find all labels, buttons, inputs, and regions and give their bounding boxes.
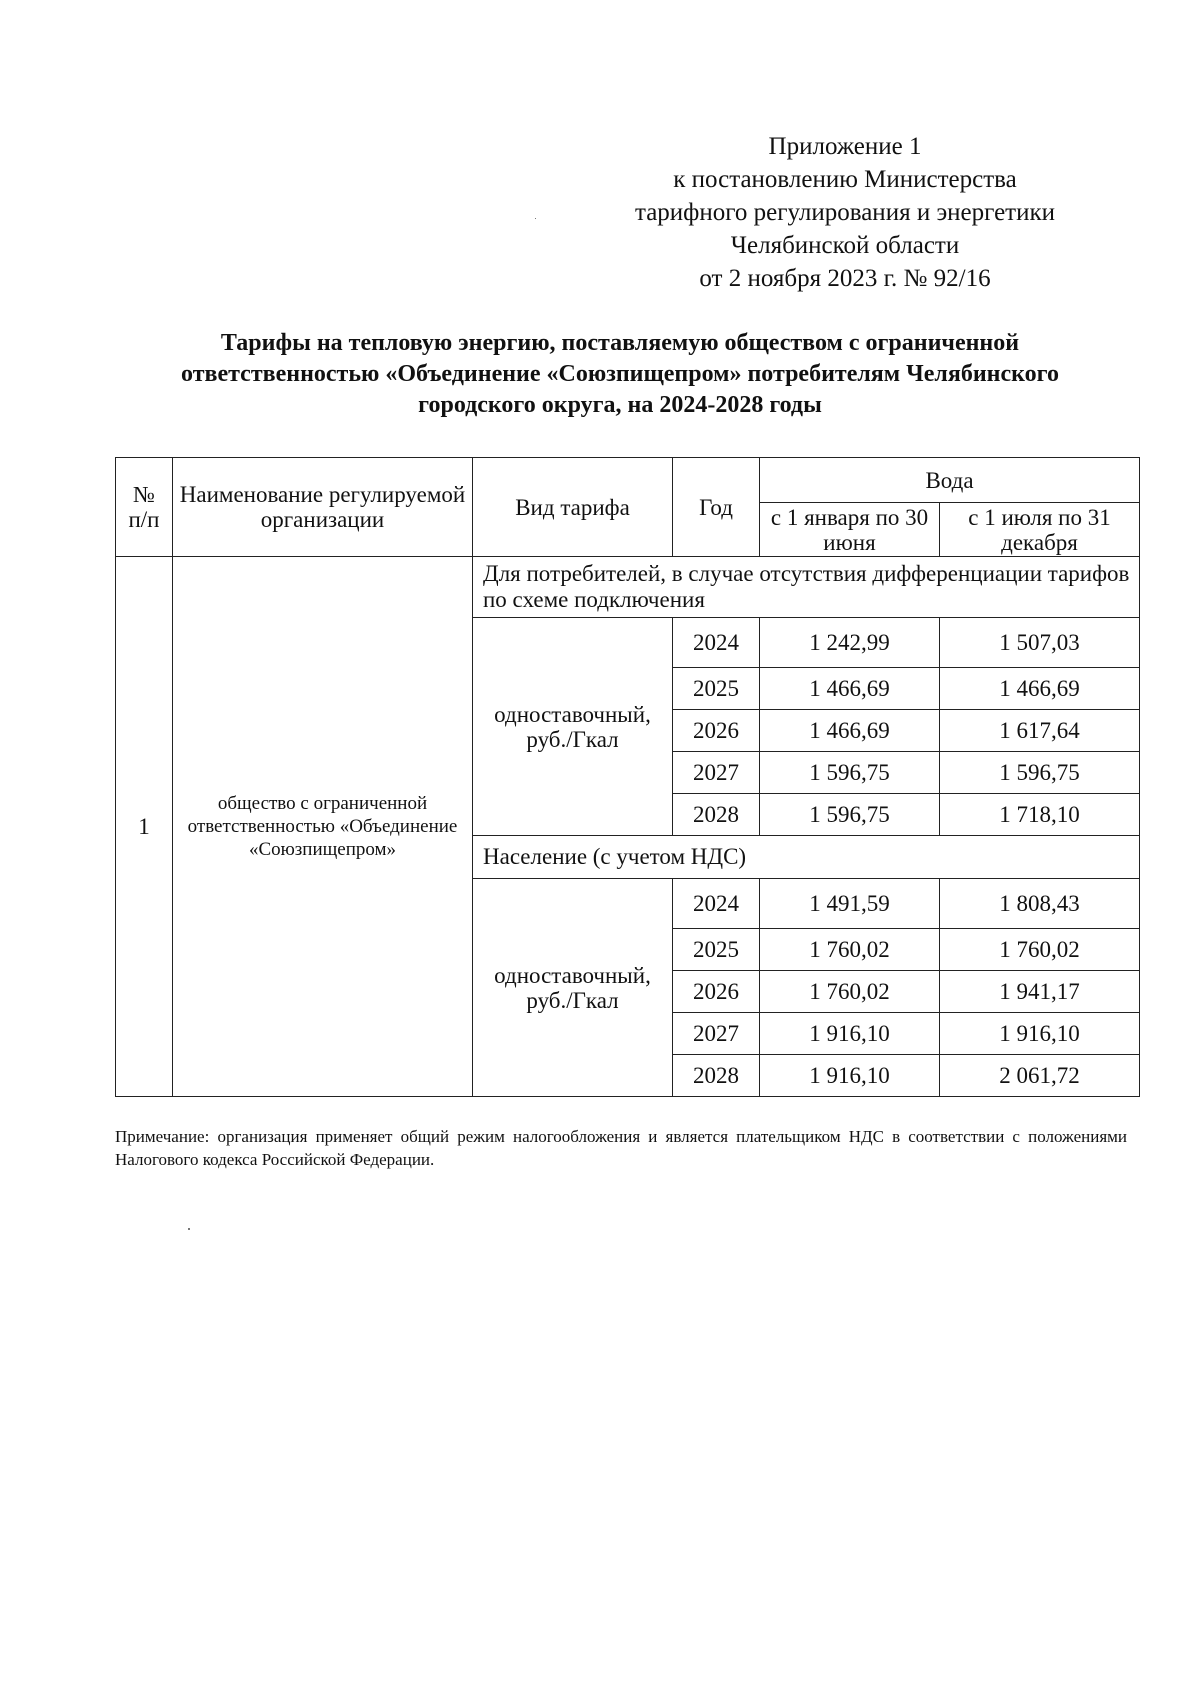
header-number <box>116 458 173 557</box>
year-cell: 2025 <box>673 929 760 971</box>
appendix-line-4: Челябинской области <box>730 232 960 259</box>
period-1-value: 1 760,02 <box>760 929 940 971</box>
period-2-value: 1 596,75 <box>940 752 1140 794</box>
header-number-line-1: № <box>133 482 155 507</box>
period-2-value: 1 466,69 <box>940 668 1140 710</box>
period-2-value: 1 760,02 <box>940 929 1140 971</box>
scan-speck <box>535 218 536 219</box>
tariff-table-body <box>116 458 1140 1097</box>
appendix-line-1: Приложение 1 <box>768 133 922 160</box>
period-2-value: 1 916,10 <box>940 1013 1140 1055</box>
period-1-value: 1 242,99 <box>760 618 940 668</box>
document-title <box>100 328 1140 421</box>
tariff-type-cell: одноставочный, руб./Гкал <box>473 618 673 836</box>
header-year: Год <box>673 458 760 557</box>
header-row-1 <box>116 458 1140 503</box>
year-cell: 2025 <box>673 668 760 710</box>
title-line-1: Тарифы на тепловую энергию, поставляемую обществом с ограниченной <box>220 330 1020 356</box>
header-water: Вода <box>760 458 1140 503</box>
period-1-value: 1 596,75 <box>760 794 940 836</box>
section-row <box>116 557 1140 618</box>
header-period-1: с 1 января по 30 июня <box>760 503 940 557</box>
period-2-value: 1 808,43 <box>940 879 1140 929</box>
year-cell: 2027 <box>673 1013 760 1055</box>
period-1-value: 1 466,69 <box>760 710 940 752</box>
period-1-value: 1 491,59 <box>760 879 940 929</box>
header-tariff-type: Вид тарифа <box>473 458 673 557</box>
year-cell: 2027 <box>673 752 760 794</box>
appendix-line-3: тарифного регулирования и энергетики <box>634 199 1056 226</box>
header-number-line-2: п/п <box>128 507 160 532</box>
year-cell: 2028 <box>673 1055 760 1097</box>
year-cell: 2026 <box>673 710 760 752</box>
title-line-2: ответственностью «Объединение «Союзпищепром» потребителям Челябинского <box>181 361 1059 387</box>
section-label: Для потребителей, в случае отсутствия дифференциации тарифов по схеме подключения <box>473 557 1140 618</box>
period-1-value: 1 596,75 <box>760 752 940 794</box>
period-1-value: 1 760,02 <box>760 971 940 1013</box>
scan-speck <box>188 1228 190 1230</box>
title-line-3: городского округа, на 2024-2028 годы <box>418 392 822 418</box>
appendix-header <box>520 130 1170 295</box>
year-cell: 2026 <box>673 971 760 1013</box>
period-2-value: 1 617,64 <box>940 710 1140 752</box>
section-label: Население (с учетом НДС) <box>473 836 1140 879</box>
period-1-value: 1 916,10 <box>760 1013 940 1055</box>
header-period-2: с 1 июля по 31 декабря <box>940 503 1140 557</box>
period-2-value: 1 941,17 <box>940 971 1140 1013</box>
period-1-value: 1 466,69 <box>760 668 940 710</box>
footnote: Примечание: организация применяет общий режим налогообложения и является плательщиком НДС в соответствии с положениями Налогового кодекса Российской Федерации. <box>115 1127 1127 1169</box>
period-2-value: 2 061,72 <box>940 1055 1140 1097</box>
organization-name: общество с ограниченной ответственностью «Объединение «Союзпищепром» <box>173 557 473 1097</box>
year-cell: 2024 <box>673 618 760 668</box>
tariff-type-cell: одноставочный, руб./Гкал <box>473 879 673 1097</box>
row-number: 1 <box>116 557 173 1097</box>
year-cell: 2024 <box>673 879 760 929</box>
year-cell: 2028 <box>673 794 760 836</box>
period-1-value: 1 916,10 <box>760 1055 940 1097</box>
tariff-table <box>115 457 1140 1097</box>
appendix-line-2: к постановлению Министерства <box>673 166 1017 193</box>
period-2-value: 1 507,03 <box>940 618 1140 668</box>
appendix-line-5: от 2 ноября 2023 г. № 92/16 <box>699 265 991 292</box>
header-organization: Наименование регулируемой организации <box>173 458 473 557</box>
period-2-value: 1 718,10 <box>940 794 1140 836</box>
